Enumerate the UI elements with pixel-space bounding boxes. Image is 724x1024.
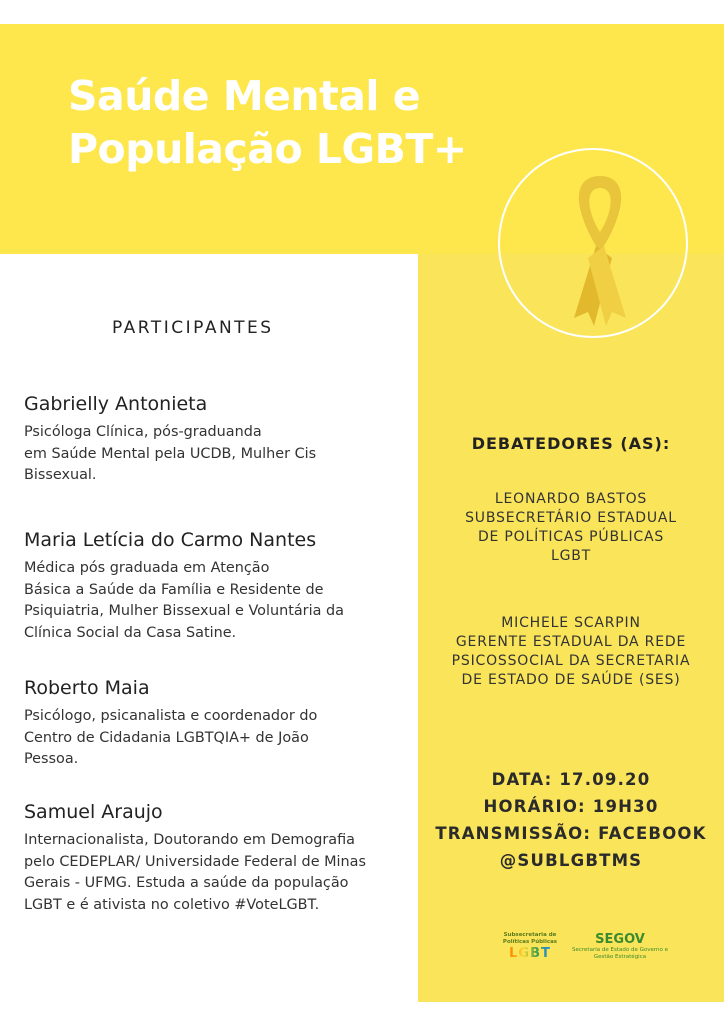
lgbt-logo-text: LGBT: [498, 946, 562, 961]
participants-heading: PARTICIPANTES: [112, 318, 274, 338]
participant-bio: [24, 830, 414, 916]
participant-bio: [24, 422, 414, 487]
debater-role-line: PSICOSSOCIAL DA SECRETARIA: [451, 653, 691, 669]
lgbt-logo: [498, 932, 562, 961]
debater-card: [418, 490, 724, 566]
debater-name: LEONARDO BASTOS: [494, 491, 648, 507]
page-title: [68, 70, 467, 176]
participant-card: [24, 528, 414, 644]
bio-line: Básica a Saúde da Família e Residente de: [24, 581, 324, 598]
bio-line: em Saúde Mental pela UCDB, Mulher Cis: [24, 445, 317, 462]
participant-bio: [24, 558, 414, 644]
bio-line: Psicóloga Clínica, pós-graduanda: [24, 424, 262, 440]
segov-logo: [570, 932, 670, 961]
event-time: HORÁRIO: 19H30: [483, 797, 659, 816]
event-info: [418, 766, 724, 874]
title-line-2: População LGBT+: [68, 125, 467, 173]
bio-line: Psicólogo, psicanalista e coordenador do: [24, 708, 318, 724]
awareness-ribbon-icon: [560, 168, 640, 328]
bio-line: Clínica Social da Casa Satine.: [24, 624, 237, 641]
participant-name: Samuel Araujo: [24, 801, 163, 823]
participant-name: Maria Letícia do Carmo Nantes: [24, 529, 317, 551]
event-date: DATA: 17.09.20: [491, 770, 651, 789]
bio-line: pelo CEDEPLAR/ Universidade Federal de Minas: [24, 853, 366, 870]
bio-line: Centro de Cidadania LGBTQIA+ de João: [24, 729, 309, 746]
debater-role-line: DE ESTADO DE SAÚDE (SES): [461, 672, 681, 688]
event-broadcast: TRANSMISSÃO: FACEBOOK: [435, 824, 707, 843]
debater-role-line: DE POLÍTICAS PÚBLICAS: [477, 529, 665, 545]
participant-name: Gabrielly Antonieta: [24, 393, 208, 415]
debaters-heading: DEBATEDORES (AS):: [471, 434, 671, 453]
lgbt-logo-subtitle: Subsecretaria de Políticas Públicas: [502, 932, 558, 945]
participant-name: Roberto Maia: [24, 677, 150, 699]
debater-name: MICHELE SCARPIN: [501, 615, 641, 631]
bio-line: Pessoa.: [24, 751, 79, 767]
event-handle[interactable]: @SUBLGBTMS: [499, 851, 643, 870]
bio-line: Médica pós graduada em Atenção: [24, 560, 270, 576]
bio-line: Internacionalista, Doutorando em Demografia: [24, 832, 355, 848]
bio-line: LGBT e é ativista no coletivo #VoteLGBT.: [24, 896, 320, 913]
title-line-1: Saúde Mental e: [68, 72, 421, 120]
bio-line: Bissexual.: [24, 467, 97, 483]
debater-role-line: SUBSECRETÁRIO ESTADUAL: [465, 510, 677, 526]
debater-card: [418, 614, 724, 690]
participant-card: [24, 676, 414, 771]
participant-bio: [24, 706, 414, 771]
participant-card: [24, 392, 414, 487]
debater-role-line: LGBT: [550, 548, 591, 564]
bio-line: Psiquiatria, Mulher Bissexual e Voluntária da: [24, 603, 344, 619]
debater-role-line: GERENTE ESTADUAL DA REDE: [455, 634, 687, 650]
segov-logo-text: SEGOV: [595, 932, 645, 947]
segov-logo-subtitle: Secretaria de Estado de Governo e Gestão Estratégica: [572, 947, 668, 960]
participant-card: [24, 800, 414, 916]
bio-line: Gerais - UFMG. Estuda a saúde da população: [24, 875, 349, 891]
